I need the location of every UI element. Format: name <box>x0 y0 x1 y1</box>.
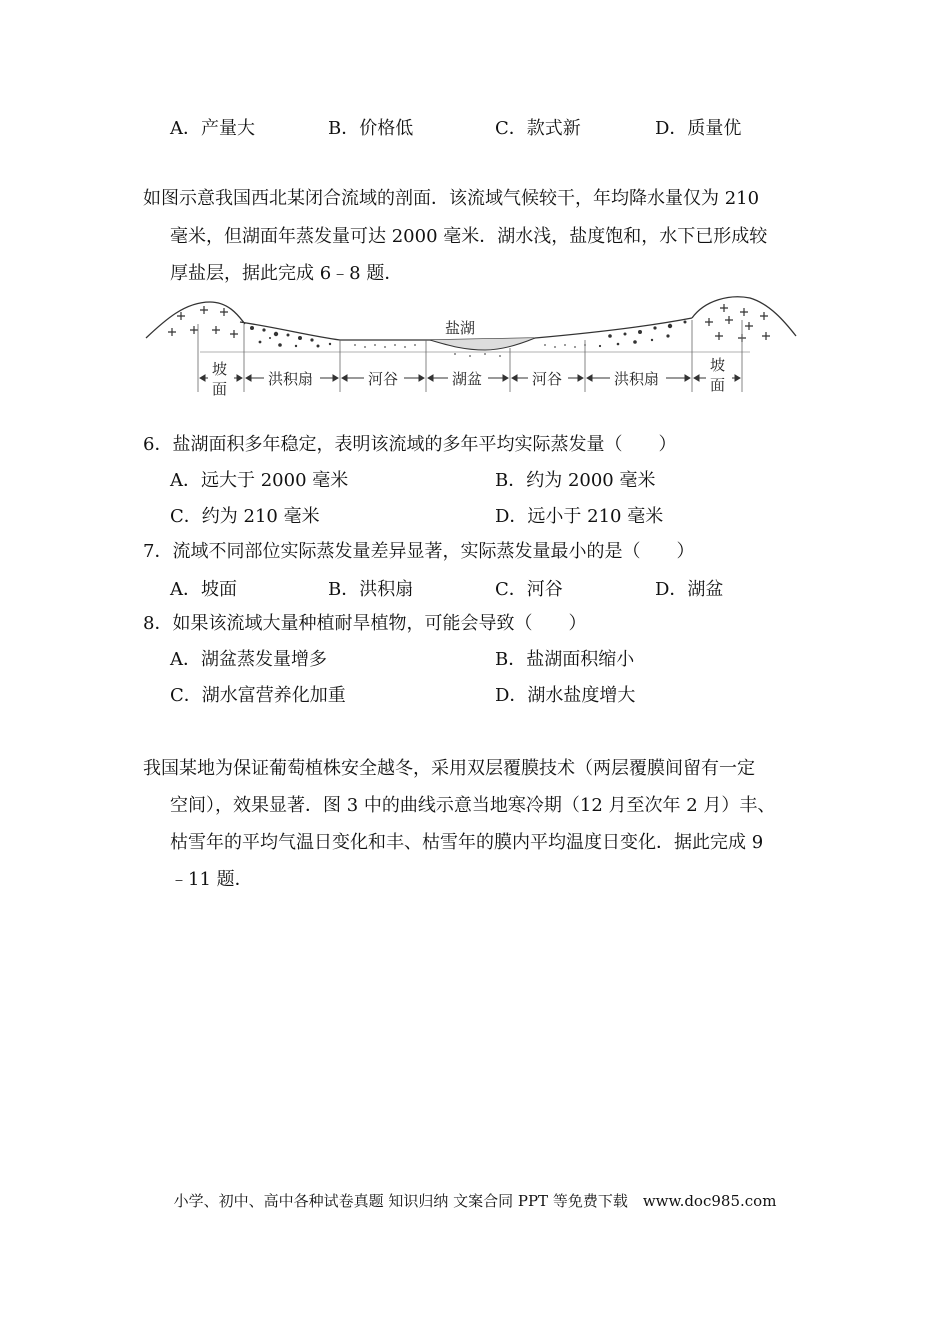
diagram-basin: 湖盆 <box>452 370 483 388</box>
right-rock-symbols <box>705 304 770 342</box>
page-footer: 小学、初中、高中各种试卷真题 知识归纳 文案合同 PPT 等免费下载 www.doc985.com <box>173 1192 777 1210</box>
passage2-line2: 空间），效果显著．图 3 中的曲线示意当地寒冷期（12 月至次年 2 月）丰、 <box>170 795 776 816</box>
q5-option-d: D．质量优 <box>655 118 742 139</box>
q8-option-b: B．盐湖面积缩小 <box>495 649 635 670</box>
passage2-line3: 枯雪年的平均气温日变化和丰、枯雪年的膜内平均温度日变化．据此完成 9 <box>170 832 764 853</box>
diagram-right-slope-top: 坡 <box>710 356 726 374</box>
diagram-valley-left: 河谷 <box>368 370 399 388</box>
q5-options <box>170 114 870 142</box>
q7-options <box>170 575 870 603</box>
q5-option-c: C．款式新 <box>495 118 581 139</box>
diagram-valley-right: 河谷 <box>532 370 563 388</box>
q7-option-d: D．湖盆 <box>655 579 724 600</box>
diagram-left-slope-bottom: 面 <box>212 380 228 398</box>
q5-option-b: B．价格低 <box>328 118 414 139</box>
passage2-line4: ﹣11 题． <box>170 869 253 890</box>
passage1-line1: 如图示意我国西北某闭合流域的剖面．该流域气候较干，年均降水量仅为 210 <box>143 188 760 209</box>
q8-stem: 8．如果该流域大量种植耐旱植物，可能会导致（ ） <box>143 613 587 634</box>
diagram-fan-left: 洪积扇 <box>268 370 314 388</box>
diagram-right-slope-bottom: 面 <box>710 376 726 394</box>
diagram-left-slope-top: 坡 <box>212 360 228 378</box>
q6-stem: 6．盐湖面积多年稳定，表明该流域的多年平均实际蒸发量（ ） <box>143 434 677 455</box>
passage1-line3: 厚盐层，据此完成 6﹣8 题． <box>170 263 403 284</box>
q6-option-d: D．远小于 210 毫米 <box>495 506 664 527</box>
q8-option-d: D．湖水盐度增大 <box>495 685 636 706</box>
q7-option-b: B．洪积扇 <box>328 579 414 600</box>
right-fan-sediment <box>599 321 687 348</box>
q7-stem: 7．流域不同部位实际蒸发量差异显著，实际蒸发量最小的是（ ） <box>143 541 695 562</box>
q8-option-a: A．湖盆蒸发量增多 <box>170 649 327 670</box>
q7-option-a: A．坡面 <box>170 579 237 600</box>
q8-option-c: C．湖水富营养化加重 <box>170 685 346 706</box>
passage2-line1: 我国某地为保证葡萄植株安全越冬，采用双层覆膜技术（两层覆膜间留有一定 <box>143 758 755 779</box>
q5-option-a: A．产量大 <box>170 118 255 139</box>
passage1-line2: 毫米，但湖面年蒸发量可达 2000 毫米．湖水浅，盐度饱和，水下已形成较 <box>170 226 768 247</box>
q7-option-c: C．河谷 <box>495 579 563 600</box>
diagram-fan-right: 洪积扇 <box>614 370 660 388</box>
q6-option-a: A．远大于 2000 毫米 <box>170 470 349 491</box>
q6-option-c: C．约为 210 毫米 <box>170 506 320 527</box>
diagram-lake-label: 盐湖 <box>445 319 476 337</box>
basin-profile-diagram <box>140 290 810 402</box>
q6-option-b: B．约为 2000 毫米 <box>495 470 656 491</box>
